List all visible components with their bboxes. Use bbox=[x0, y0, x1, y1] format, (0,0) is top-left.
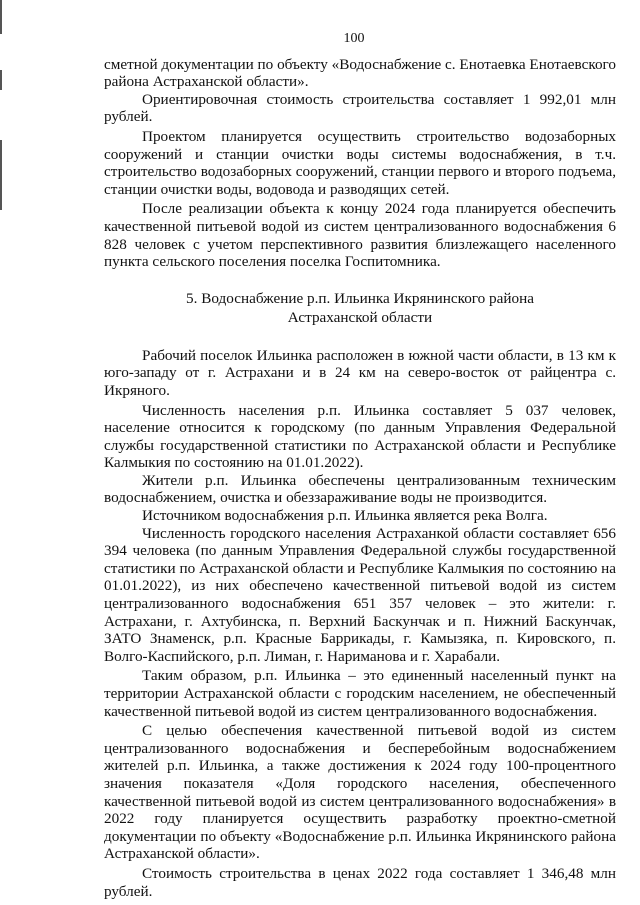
section-heading-line: 5. Водоснабжение р.п. Ильинка Икрянинского района bbox=[186, 289, 534, 307]
paragraph: Жители р.п. Ильинка обеспечены централизованным техническим водоснабжением, очистка и обеззараживание воды не производится. bbox=[104, 471, 616, 507]
binding-mark bbox=[0, 140, 2, 210]
paragraph: Численность городского населения Астраханкой области составляет 656 394 человека (по данным Управления Федеральной службы государственной статистики по Астраханской области и Республике Калмыкия по состоянию на 01.01.2022), из них обеспечено качественной питьевой водой из систем централизованного водоснабжения 651 357 человек – это жители: г. Астрахани, г. Ахтубинска, п. Верхний Баскунчак и п. Нижний Баскунчак, ЗАТО Знаменск, р.п. Красные Баррикады, г. Камызяка, п. Кировского, п. Волго-Каспийского, р.п. Лиман, г. Нариманова и г. Харабали. bbox=[104, 524, 616, 665]
binding-mark bbox=[0, 70, 2, 90]
document-page bbox=[104, 30, 616, 900]
paragraph: Проектом планируется осуществить строительство водозаборных сооружений и станции очистки воды системы водоснабжения, в т.ч. строительство водозаборных сооружений, станции первого и второго подъема, станции очистки воды, водовода и разводящих сетей. bbox=[104, 127, 616, 198]
paragraph: С целью обеспечения качественной питьевой водой из систем централизованного водоснабжения и бесперебойным водоснабжением жителей р.п. Ильинка, а также достижения к 2024 году 100-процентного значения показателя «Доля городского населения, обеспеченного качественной питьевой водой из систем централизованного водоснабжения» в 2022 году планируется осуществить разработку проектно-сметной документации по объекту «Водоснабжение р.п. Ильинка Икрянинского района Астраханской области». bbox=[104, 722, 616, 863]
paragraph: Источником водоснабжения р.п. Ильинка является река Волга. bbox=[142, 507, 548, 525]
section-heading-line: Астраханской области bbox=[287, 308, 433, 326]
paragraph: Рабочий поселок Ильинка расположен в южной части области, в 13 км к юго-западу от г. Астрахани и в 24 км на северо-восток от райцентра с. Икряного. bbox=[104, 346, 616, 399]
paragraph: сметной документации по объекту «Водоснабжение с. Енотаевка Енотаевского района Астраханской области». bbox=[104, 55, 616, 91]
paragraph: Таким образом, р.п. Ильинка – это единенный населенный пункт на территории Астраханской области с городским населением, не обеспеченный качественной питьевой водой из систем централизованного водоснабжения. bbox=[104, 667, 616, 720]
binding-mark bbox=[0, 0, 2, 34]
paragraph: Численность населения р.п. Ильинка составляет 5 037 человек, население относится к городскому (по данным Управления Федеральной службы государственной статистики по Астраханской области и Республике Калмыкия по состоянию на 01.01.2022). bbox=[104, 401, 616, 472]
section-heading bbox=[104, 289, 616, 327]
paragraph: Ориентировочная стоимость строительства составляет 1 992,01 млн рублей. bbox=[104, 90, 616, 126]
paragraph: После реализации объекта к концу 2024 года планируется обеспечить качественной питьевой водой из систем централизованного водоснабжения 6 828 человек с учетом перспективного развития близлежащего населенного пункта сельского поселения поселка Госпитомника. bbox=[104, 200, 616, 271]
page-number: 100 bbox=[343, 31, 365, 46]
paragraph: Стоимость строительства в ценах 2022 года составляет 1 346,48 млн рублей. bbox=[104, 864, 616, 900]
